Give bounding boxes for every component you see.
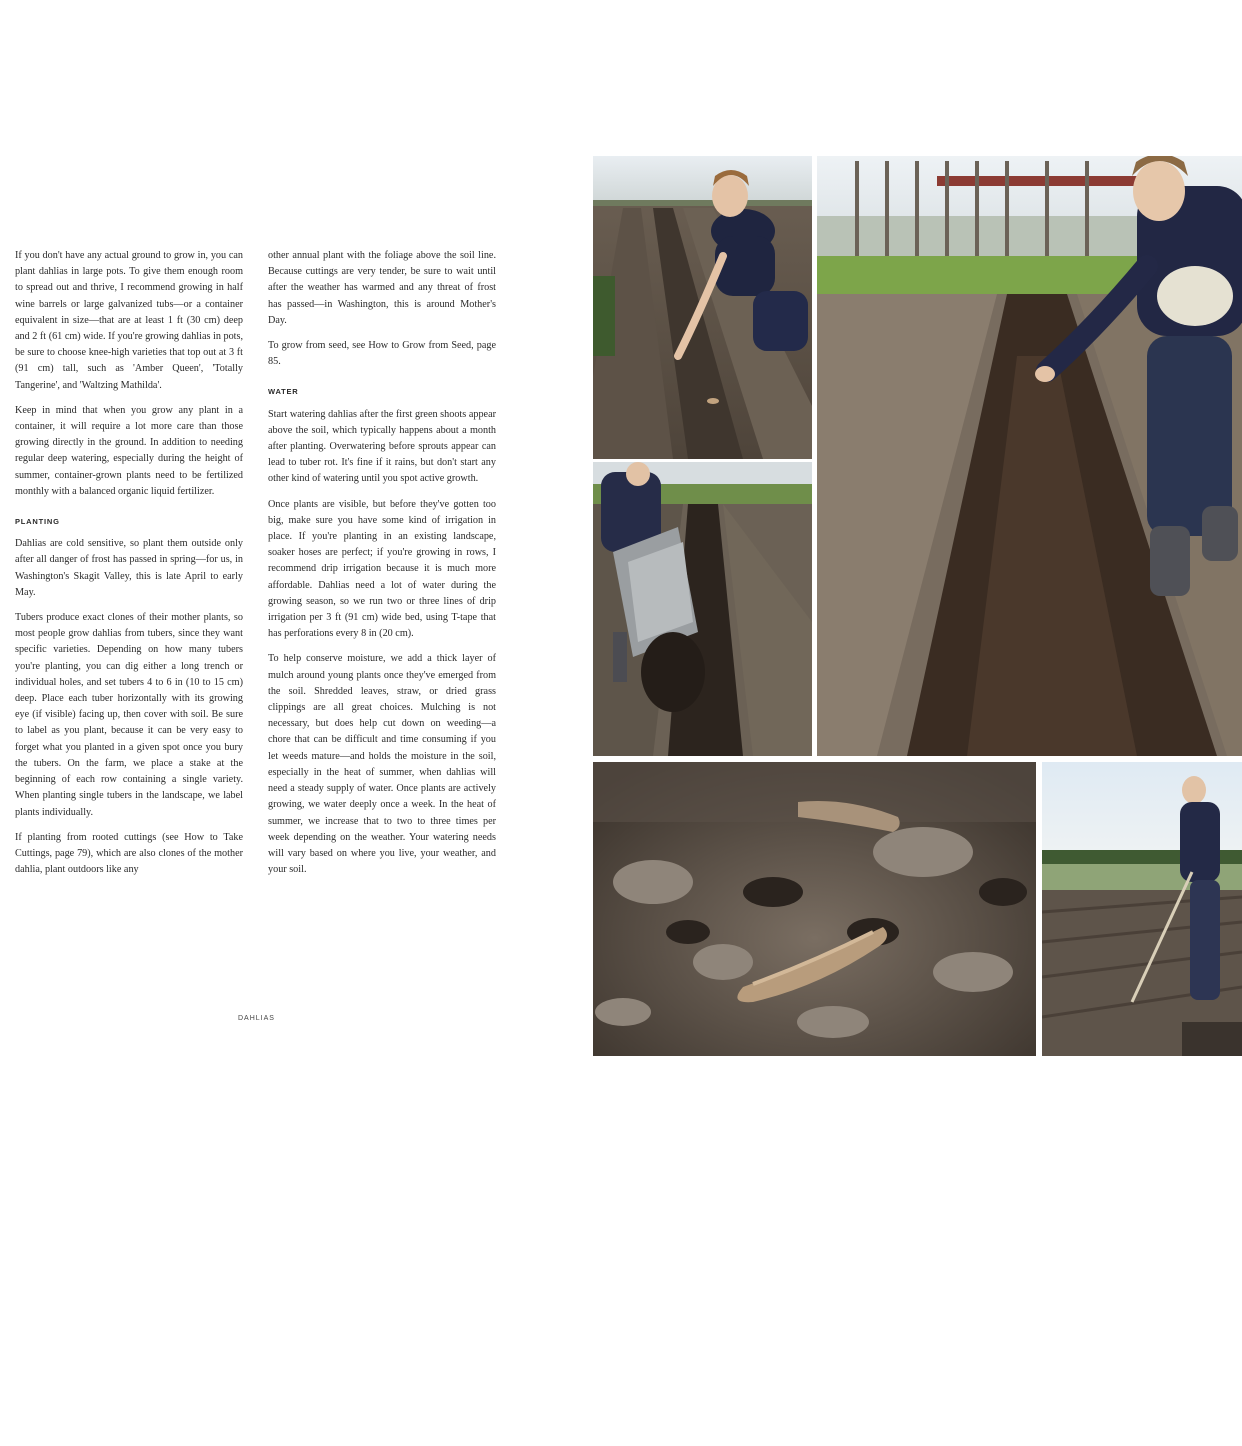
photo-planting-tubers	[593, 156, 812, 459]
paragraph: Start watering dahlias after the first green shoots appear above the soil, which typically happens about a month after planting. Overwatering before sprouts appear can lead to tuber rot. It's fine if it rains, but don't start any other kind of watering until you spot active growth.	[268, 408, 496, 485]
paragraph: If you don't have any actual ground to grow in, you can plant dahlias in large pots. To give them enough room to spread out and thrive, I recommend growing in half wine barrels or large galvanized tubs—or a container equivalent in size—that are at least 1 ft (30 cm) deep and 2 ft (61 cm) wide. If you're growing dahlias in pots, be sure to choose knee-high varieties that top out at 3 ft (91 cm) tall, such as 'Amber Queen', 'Totally Tangerine', and 'Waltzing Mathilda'.	[15, 250, 243, 391]
paragraph: Once plants are visible, but before they've gotten too big, make sure you have some kind of irrigation in place. If you're planting in an existing landscape, soaker hoses are perfect; if you're growing in rows, I recommend drip irrigation because it is much more affordable. Dahlias need a lot of water during the growing season, so we run two or three lines of drip irrigation per 3 ft (91 cm) wide bed, using T-tape that has perforations every 8 in (20 cm).	[268, 498, 496, 640]
section-heading-planting: PLANTING	[15, 517, 60, 527]
photo-sowing-trench	[817, 156, 1242, 756]
text-column-right	[268, 248, 496, 887]
photo-raking-field	[1042, 762, 1242, 1056]
paragraph: Keep in mind that when you grow any plant in a container, it will require a lot more care than those growing directly in the ground. In addition to needing regular deep watering, especially during the height of summer, container-grown plants need to be fertilized monthly with a balanced organic liquid fertilizer.	[15, 404, 243, 497]
paragraph: Dahlias are cold sensitive, so plant them outside only after all danger of frost has passed in spring—for us, in Washington's Skagit Valley, this is late April to early May.	[15, 538, 243, 598]
paragraph: If planting from rooted cuttings (see How to Take Cuttings, page 79), which are also clones of the mother dahlia, plant outdoors like any	[15, 831, 243, 876]
photo-tuber-closeup	[593, 762, 1036, 1056]
photo-wheelbarrow-compost	[593, 462, 812, 756]
page-folio: DAHLIAS	[238, 1015, 275, 1022]
section-heading-water: WATER	[268, 387, 299, 397]
paragraph: To help conserve moisture, we add a thick layer of mulch around young plants once they've emerged from the soil. Shredded leaves, straw, or dried grass clippings are all great choices. Mulching is not necessary, but does help cut down on weeding—a chore that can be difficult and time consuming if you let weeds mature—and holds the moisture in the soil, especially in the heat of summer, when dahlias will need a steady supply of water. Once plants are actively growing, we water deeply once a week. In the heat of summer, we increase that to two to three times per week depending on the weather. Your watering needs will vary based on where you live, your weather, and your soil.	[268, 653, 496, 876]
paragraph: Tubers produce exact clones of their mother plants, so most people grow dahlias from tubers, since they want specific varieties. Depending on how many tubers you're planting, you can dig either a long trench or individual holes, and set tubers 4 to 6 in (10 to 15 cm) deep. Place each tuber horizontally with its growing eye (if visible) facing up, then cover with soil. Be sure to label as you plant, because it can be very easy to forget what you planted in a given spot once you bury the tubers. On the farm, we place a stake at the beginning of each row containing a single variety. When planting single tubers in the landscape, we label plants individually.	[15, 612, 243, 818]
paragraph: To grow from seed, see How to Grow from Seed, page 85.	[268, 340, 496, 368]
paragraph: other annual plant with the foliage above the soil line. Because cuttings are very tender, be sure to wait until after the weather has warmed and any threat of frost has passed—in Washington, this is around Mother's Day.	[268, 250, 496, 326]
text-column-left	[15, 248, 243, 878]
